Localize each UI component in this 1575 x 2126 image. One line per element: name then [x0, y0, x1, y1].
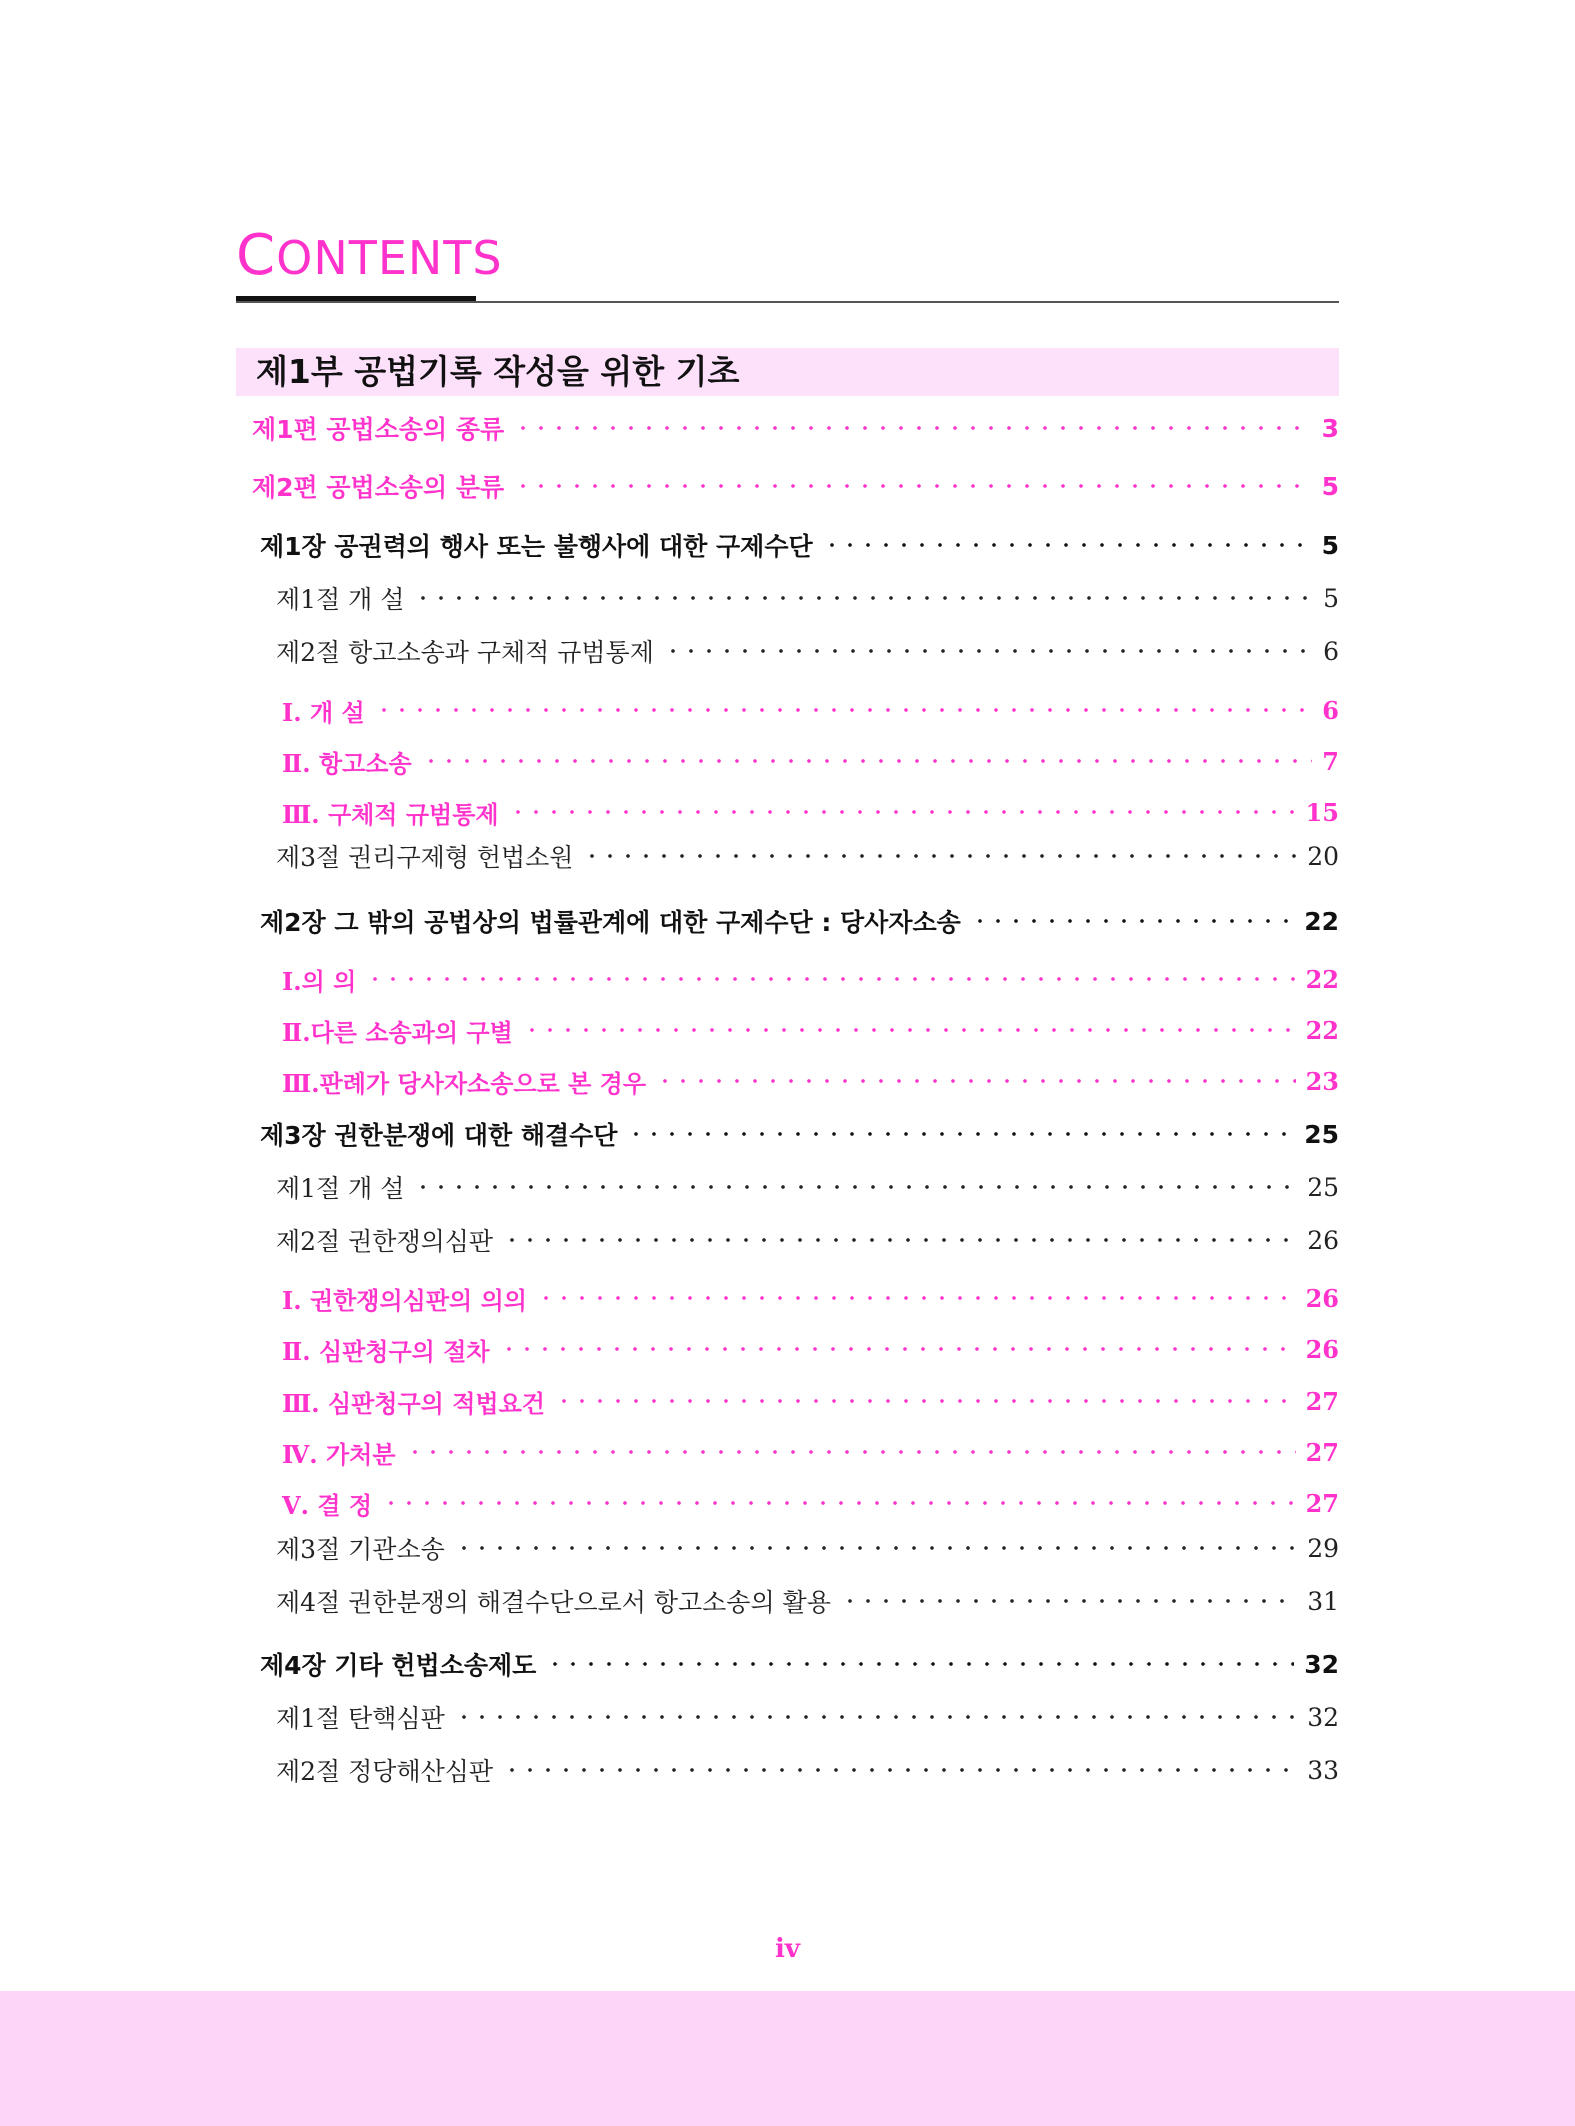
- toc-entry-page: 22: [1305, 1015, 1339, 1045]
- toc-entry-title: 제2장 그 밖의 공법상의 법률관계에 대한 구제수단 : 당사자소송: [260, 908, 961, 937]
- toc-entry-title: Ⅲ. 구체적 규범통제: [282, 799, 499, 829]
- toc-entry-title: 제1편 공법소송의 종류: [252, 415, 505, 444]
- toc-dot-leader: [514, 425, 1311, 431]
- toc-entry[interactable]: [282, 1384, 1339, 1418]
- toc-entry-page: 31: [1307, 1586, 1339, 1616]
- toc-entry-title: Ⅰ.의 의: [282, 966, 357, 996]
- page-number: iv: [775, 1934, 800, 1964]
- toc-entry-page: 5: [1323, 583, 1339, 613]
- toc-dot-leader: [414, 1184, 1297, 1190]
- toc-entry-title: 제4장 기타 헌법소송제도: [260, 1651, 537, 1680]
- toc-entry-page: 27: [1305, 1437, 1339, 1467]
- toc-entry[interactable]: [276, 1223, 1339, 1257]
- toc-entry-page: 20: [1307, 841, 1339, 871]
- toc-entry-title: 제3절 권리구제형 헌법소원: [276, 843, 574, 872]
- toc-dot-leader: [971, 918, 1294, 924]
- toc-entry[interactable]: [276, 581, 1339, 615]
- toc-entry-page: 26: [1307, 1225, 1339, 1255]
- toc-entry[interactable]: [260, 904, 1339, 938]
- toc-entry[interactable]: [282, 1064, 1339, 1098]
- toc-entry[interactable]: [282, 1486, 1339, 1520]
- toc-dot-leader: [375, 707, 1313, 713]
- toc-entry-title: Ⅰ. 권한쟁의심판의 의의: [282, 1285, 527, 1315]
- toc-dot-leader: [455, 1714, 1297, 1720]
- toc-entry-page: 33: [1307, 1755, 1339, 1785]
- toc-entry-title: 제3장 권한분쟁에 대한 해결수단: [260, 1121, 618, 1150]
- toc-entry-page: 5: [1321, 530, 1339, 560]
- toc-entry-page: 26: [1305, 1283, 1339, 1313]
- toc-entry-page: 32: [1307, 1702, 1339, 1732]
- toc-dot-leader: [841, 1598, 1297, 1604]
- toc-entry-title: 제1장 공권력의 행사 또는 불행사에 대한 구제수단: [260, 532, 813, 561]
- toc-dot-leader: [656, 1078, 1296, 1084]
- toc-dot-leader: [823, 542, 1312, 548]
- toc-entry[interactable]: [282, 962, 1339, 996]
- footer-band: [0, 1991, 1575, 2126]
- toc-dot-leader: [382, 1500, 1296, 1506]
- toc-dot-leader: [627, 1131, 1294, 1137]
- toc-entry-title: Ⅰ. 개 설: [282, 697, 365, 727]
- toc-entry-title: 제1절 개 설: [276, 585, 405, 614]
- toc-entry-title: 제1절 탄핵심판: [276, 1704, 445, 1733]
- toc-entry-page: 7: [1322, 746, 1339, 776]
- toc-entry-page: 25: [1304, 1119, 1339, 1149]
- toc-entry-title: 제2절 정당해산심판: [276, 1757, 494, 1786]
- toc-entry[interactable]: [282, 1013, 1339, 1047]
- toc-entry[interactable]: [282, 795, 1339, 829]
- toc-dot-leader: [414, 595, 1313, 601]
- toc-dot-leader: [503, 1237, 1297, 1243]
- toc-entry[interactable]: [282, 1435, 1339, 1469]
- contents-heading-rest: ONTENTS: [276, 231, 503, 285]
- toc-entry[interactable]: [282, 1332, 1339, 1366]
- toc-entry[interactable]: [282, 693, 1339, 727]
- toc-entry-page: 23: [1305, 1066, 1339, 1096]
- toc-entry[interactable]: [276, 634, 1339, 668]
- toc-entry[interactable]: [260, 528, 1339, 562]
- toc-entry-title: Ⅲ. 심판청구의 적법요건: [282, 1388, 545, 1418]
- toc-entry[interactable]: [260, 1117, 1339, 1151]
- heading-rule-accent: [236, 296, 476, 301]
- toc-entry[interactable]: [282, 744, 1339, 778]
- toc-entry-title: Ⅳ. 가처분: [282, 1439, 396, 1469]
- toc-dot-leader: [500, 1346, 1296, 1352]
- toc-dot-leader: [366, 976, 1295, 982]
- toc-entry-page: 5: [1321, 471, 1339, 501]
- heading-rule: [236, 301, 1339, 303]
- toc-entry[interactable]: [276, 839, 1339, 873]
- contents-heading: [236, 223, 503, 288]
- toc-entry-page: 27: [1305, 1488, 1339, 1518]
- toc-dot-leader: [455, 1545, 1297, 1551]
- toc-dot-leader: [555, 1398, 1296, 1404]
- toc-entry[interactable]: [276, 1700, 1339, 1734]
- toc-entry-page: 25: [1307, 1172, 1339, 1202]
- toc-entry-title: Ⅱ.다른 소송과의 구별: [282, 1017, 513, 1047]
- toc-dot-leader: [537, 1295, 1296, 1301]
- toc-entry-page: 27: [1305, 1386, 1339, 1416]
- toc-dot-leader: [514, 483, 1311, 489]
- toc-entry-title: 제2절 항고소송과 구체적 규범통제: [276, 638, 654, 667]
- toc-entry[interactable]: [276, 1753, 1339, 1787]
- toc-entry-title: 제4절 권한분쟁의 해결수단으로서 항고소송의 활용: [276, 1588, 831, 1617]
- toc-entry[interactable]: [276, 1531, 1339, 1565]
- toc-entry[interactable]: [276, 1584, 1339, 1618]
- toc-entry[interactable]: [252, 411, 1339, 445]
- toc-entry-title: Ⅴ. 결 정: [282, 1490, 373, 1520]
- toc-entry-page: 15: [1305, 797, 1339, 827]
- toc-dot-leader: [523, 1027, 1296, 1033]
- toc-dot-leader: [546, 1661, 1294, 1667]
- toc-entry-page: 6: [1323, 636, 1339, 666]
- toc-dot-leader: [503, 1767, 1297, 1773]
- toc-entry-title: 제1절 개 설: [276, 1174, 405, 1203]
- toc-entry-page: 26: [1305, 1334, 1339, 1364]
- toc-entry-title: Ⅱ. 심판청구의 절차: [282, 1336, 490, 1366]
- toc-entry-page: 22: [1304, 906, 1339, 936]
- contents-heading-initial: C: [236, 223, 277, 288]
- toc-entry[interactable]: [260, 1647, 1339, 1681]
- toc-dot-leader: [664, 648, 1313, 654]
- toc-entry[interactable]: [276, 1170, 1339, 1204]
- toc-entry-title: 제3절 기관소송: [276, 1535, 445, 1564]
- toc-dot-leader: [422, 758, 1313, 764]
- toc-entry-page: 3: [1321, 413, 1339, 443]
- toc-entry[interactable]: [252, 469, 1339, 503]
- toc-entry-title: 제2편 공법소송의 분류: [252, 473, 505, 502]
- toc-entry-page: 22: [1305, 964, 1339, 994]
- part-title-bar: [236, 348, 1339, 396]
- toc-dot-leader: [583, 853, 1297, 859]
- toc-entry-title: Ⅱ. 항고소송: [282, 748, 412, 778]
- toc-dot-leader: [406, 1449, 1296, 1455]
- toc-entry-title: 제2절 권한쟁의심판: [276, 1227, 494, 1256]
- toc-dot-leader: [509, 809, 1296, 815]
- toc-entry-title: Ⅲ.판례가 당사자소송으로 본 경우: [282, 1068, 647, 1098]
- toc-entry-page: 6: [1322, 695, 1339, 725]
- toc-entry[interactable]: [282, 1281, 1339, 1315]
- toc-entry-page: 29: [1307, 1533, 1339, 1563]
- toc-entry-page: 32: [1304, 1649, 1339, 1679]
- part-title[interactable]: 제1부 공법기록 작성을 위한 기초: [256, 352, 740, 391]
